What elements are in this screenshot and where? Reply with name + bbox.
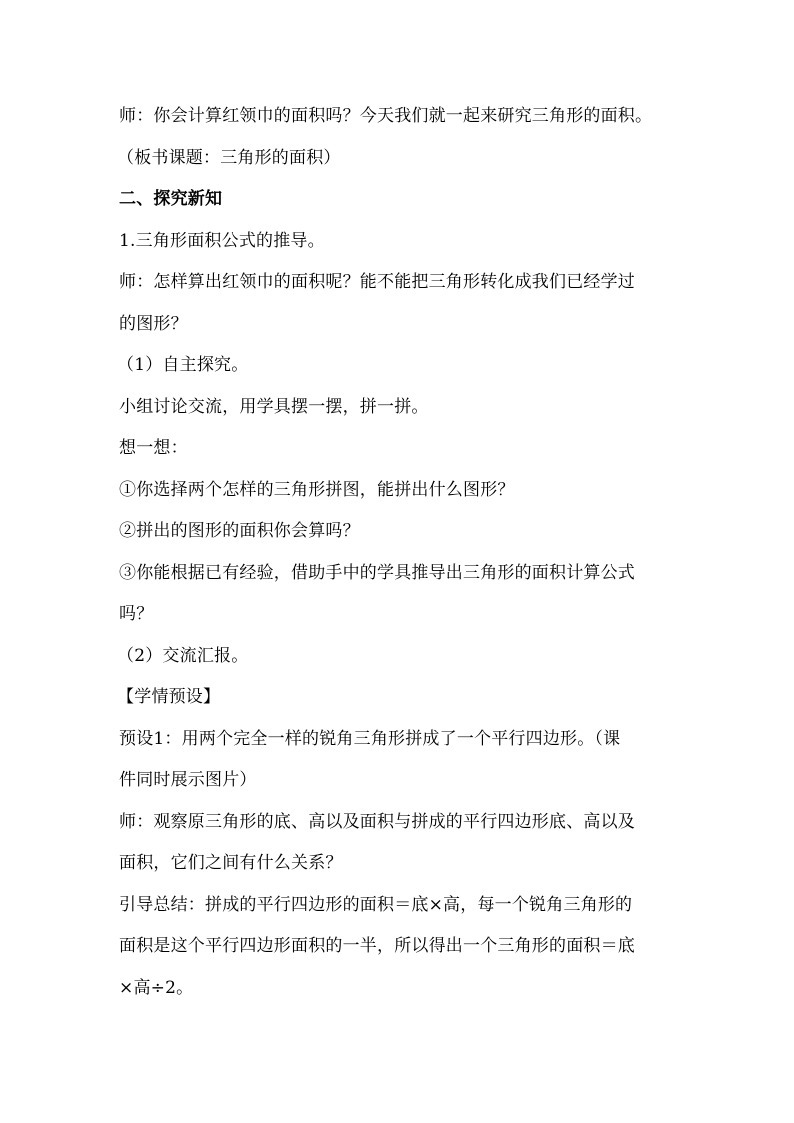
teacher-intro-line: 师：你会计算红领巾的面积吗？今天我们就一起来研究三角形的面积。 bbox=[119, 106, 653, 126]
teacher-question-line-cont: 的图形？ bbox=[119, 313, 188, 334]
think-prompt-line: 想一想： bbox=[119, 438, 188, 458]
summary-line: 引导总结：拼成的平行四边形的面积＝底×高，每一个锐角三角形的 bbox=[119, 894, 633, 915]
subsection-heading: 1.三角形面积公式的推导。 bbox=[119, 230, 325, 251]
teacher-observe-line: 师：观察原三角形的底、高以及面积与拼成的平行四边形底、高以及 bbox=[119, 811, 635, 832]
board-title-line: （板书课题：三角形的面积） bbox=[117, 147, 341, 168]
teacher-observe-line-cont: 面积，它们之间有什么关系？ bbox=[119, 853, 343, 873]
question-2-line: ②拼出的图形的面积你会算吗？ bbox=[119, 521, 360, 541]
group-discussion-line: 小组讨论交流，用学具摆一摆，拼一拼。 bbox=[119, 396, 429, 417]
preset-heading: 【学情预设】 bbox=[117, 687, 221, 707]
section-heading: 二、探究新知 bbox=[119, 189, 223, 209]
question-3-line: ③你能根据已有经验，借助手中的学具推导出三角形的面积计算公式 bbox=[119, 562, 635, 583]
step-1-heading: （1）自主探究。 bbox=[117, 355, 249, 375]
document-body bbox=[119, 96, 679, 1009]
preset-1-line: 预设1：用两个完全一样的锐角三角形拼成了一个平行四边形。（课 bbox=[119, 728, 621, 749]
summary-line-cont: 面积是这个平行四边形面积的一半，所以得出一个三角形的面积＝底 bbox=[119, 936, 635, 956]
step-2-heading: （2）交流汇报。 bbox=[117, 645, 249, 666]
preset-1-line-cont: 件同时展示图片） bbox=[119, 770, 257, 790]
question-1-line: ①你选择两个怎样的三角形拼图，能拼出什么图形？ bbox=[119, 479, 515, 500]
question-3-line-cont: 吗？ bbox=[119, 604, 154, 624]
summary-line-end: ×高÷2。 bbox=[119, 977, 194, 998]
teacher-question-line: 师：怎样算出红领巾的面积呢？能不能把三角形转化成我们已经学过 bbox=[119, 272, 635, 292]
